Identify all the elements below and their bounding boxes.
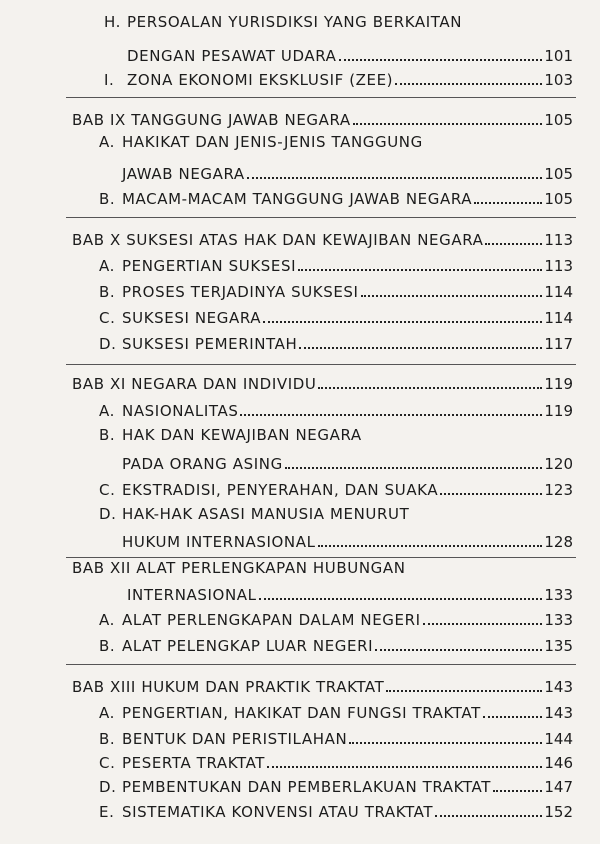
toc-entry-ix-a[interactable] <box>122 164 573 184</box>
toc-entry-xi-c[interactable] <box>99 480 573 500</box>
toc-title-cont: PADA ORANG ASING <box>122 455 283 473</box>
toc-title: ALAT PELENGKAP LUAR NEGERI <box>122 637 374 655</box>
toc-letter: A. <box>99 611 115 629</box>
section-divider <box>66 97 576 98</box>
toc-entry-xiii-d[interactable] <box>99 777 573 797</box>
toc-title-cont: HUKUM INTERNASIONAL <box>122 533 316 551</box>
toc-title: ZONA EKONOMI EKSKLUSIF (ZEE) <box>127 71 394 89</box>
toc-chapter-xii[interactable] <box>127 585 573 605</box>
toc-letter: C. <box>99 754 116 772</box>
toc-entry-xi-a[interactable] <box>99 401 573 421</box>
toc-letter: B. <box>99 190 116 208</box>
toc-entry-xiii-a[interactable] <box>99 703 573 723</box>
toc-title: SISTEMATIKA KONVENSI ATAU TRAKTAT <box>122 803 434 821</box>
section-divider <box>66 364 576 365</box>
toc-page-number: 135 <box>544 637 573 655</box>
toc-title: NASIONALITAS <box>122 402 239 420</box>
dot-leader <box>240 414 542 416</box>
dot-leader <box>435 815 542 817</box>
toc-entry-xii-b[interactable] <box>99 636 573 656</box>
dot-leader <box>263 321 542 323</box>
toc-chapter-xi[interactable] <box>72 374 573 394</box>
dot-leader <box>361 295 543 297</box>
toc-entry-xiii-e[interactable] <box>99 802 573 822</box>
dot-leader <box>440 493 542 495</box>
dot-leader <box>247 177 543 179</box>
toc-title: ALAT PERLENGKAPAN DALAM NEGERI <box>122 611 421 629</box>
toc-page-number: 146 <box>544 754 573 772</box>
toc-letter: A. <box>99 402 115 420</box>
dot-leader <box>483 716 543 718</box>
dot-leader <box>267 766 542 768</box>
toc-page-number: 123 <box>544 481 573 499</box>
toc-title: PENGERTIAN, HAKIKAT DAN FUNGSI TRAKTAT <box>122 704 481 722</box>
dot-leader <box>485 243 542 245</box>
dot-leader <box>375 649 542 651</box>
dot-leader <box>353 123 543 125</box>
toc-page-number: 114 <box>544 283 573 301</box>
toc-page-number: 114 <box>544 309 573 327</box>
toc-entry-ix-b[interactable] <box>99 189 573 209</box>
toc-page-number: 113 <box>544 231 573 249</box>
toc-letter: B. <box>99 637 116 655</box>
dot-leader <box>493 790 542 792</box>
toc-letter: D. <box>99 778 117 796</box>
chapter-title: BAB XIII HUKUM DAN PRAKTIK TRAKTAT <box>72 678 385 696</box>
toc-page-number: 119 <box>544 402 573 420</box>
toc-page-number: 133 <box>544 586 573 604</box>
toc-title: MACAM-MACAM TANGGUNG JAWAB NEGARA <box>122 190 473 208</box>
toc-chapter-xiii[interactable] <box>72 677 573 697</box>
chapter-title: BAB XII ALAT PERLENGKAPAN HUBUNGAN <box>72 559 406 577</box>
toc-title: HAKIKAT DAN JENIS-JENIS TANGGUNG <box>122 133 423 151</box>
toc-page-number: 144 <box>544 730 573 748</box>
toc-title-cont: DENGAN PESAWAT UDARA <box>127 47 337 65</box>
toc-page-number: 120 <box>544 455 573 473</box>
toc-chapter-x[interactable] <box>72 230 573 250</box>
toc-letter: I. <box>104 71 115 89</box>
toc-letter: D. <box>99 505 117 523</box>
toc-entry-h-line1 <box>104 12 462 32</box>
toc-entry-x-c[interactable] <box>99 308 573 328</box>
chapter-title: BAB XI NEGARA DAN INDIVIDU <box>72 375 317 393</box>
toc-title: PENGERTIAN SUKSESI <box>122 257 297 275</box>
toc-page-number: 105 <box>544 111 573 129</box>
dot-leader <box>318 545 543 547</box>
toc-letter: B. <box>99 730 116 748</box>
toc-letter: A. <box>99 704 115 722</box>
dot-leader <box>318 387 542 389</box>
toc-letter: A. <box>99 133 115 151</box>
dot-leader <box>474 202 542 204</box>
toc-title: HAK-HAK ASASI MANUSIA MENURUT <box>122 505 410 523</box>
dot-leader <box>423 623 543 625</box>
toc-page-number: 113 <box>544 257 573 275</box>
chapter-title: BAB X SUKSESI ATAS HAK DAN KEWAJIBAN NEGARA <box>72 231 484 249</box>
toc-page-number: 143 <box>544 704 573 722</box>
dot-leader <box>298 269 542 271</box>
toc-page-number: 133 <box>544 611 573 629</box>
toc-letter: C. <box>99 309 116 327</box>
toc-title: PESERTA TRAKTAT <box>122 754 266 772</box>
toc-entry-xii-a[interactable] <box>99 610 573 630</box>
dot-leader <box>349 742 542 744</box>
toc-letter: E. <box>99 803 115 821</box>
toc-entry-xi-d-line1 <box>99 504 409 524</box>
chapter-title: BAB IX TANGGUNG JAWAB NEGARA <box>72 111 351 129</box>
toc-entry-xi-b-line1 <box>99 425 362 445</box>
toc-page-number: 152 <box>544 803 573 821</box>
toc-chapter-xii-line1 <box>72 558 406 578</box>
toc-page-number: 103 <box>544 71 573 89</box>
toc-entry-xiii-c[interactable] <box>99 753 573 773</box>
toc-title: PERSOALAN YURISDIKSI YANG BERKAITAN <box>127 13 463 31</box>
toc-entry-i[interactable] <box>104 70 573 90</box>
dot-leader <box>259 598 543 600</box>
toc-letter: A. <box>99 257 115 275</box>
toc-page-number: 105 <box>544 190 573 208</box>
toc-entry-h[interactable] <box>127 46 573 66</box>
toc-page-number: 119 <box>544 375 573 393</box>
toc-title: PEMBENTUKAN DAN PEMBERLAKUAN TRAKTAT <box>122 778 492 796</box>
toc-entry-x-d[interactable] <box>99 334 573 354</box>
toc-entry-xiii-b[interactable] <box>99 729 573 749</box>
toc-entry-ix-a-line1 <box>99 132 423 152</box>
toc-title: SUKSESI PEMERINTAH <box>122 335 298 353</box>
toc-entry-x-b[interactable] <box>99 282 573 302</box>
toc-entry-xi-d[interactable] <box>122 532 573 552</box>
toc-page-number: 128 <box>544 533 573 551</box>
toc-page-number: 143 <box>544 678 573 696</box>
toc-entry-xi-b[interactable] <box>122 454 573 474</box>
toc-letter: B. <box>99 283 116 301</box>
dot-leader <box>299 347 542 349</box>
toc-letter: B. <box>99 426 116 444</box>
toc-page-number: 101 <box>544 47 573 65</box>
toc-letter: C. <box>99 481 116 499</box>
toc-title: SUKSESI NEGARA <box>122 309 262 327</box>
toc-title: PROSES TERJADINYA SUKSESI <box>122 283 359 301</box>
dot-leader <box>339 59 543 61</box>
dot-leader <box>285 467 543 469</box>
dot-leader <box>395 83 542 85</box>
chapter-title-cont: INTERNASIONAL <box>127 586 257 604</box>
section-divider <box>66 217 576 218</box>
toc-page-number: 117 <box>544 335 573 353</box>
toc-title: BENTUK DAN PERISTILAHAN <box>122 730 348 748</box>
toc-title-cont: JAWAB NEGARA <box>122 165 245 183</box>
section-divider <box>66 664 576 665</box>
dot-leader <box>386 690 542 692</box>
toc-title: HAK DAN KEWAJIBAN NEGARA <box>122 426 362 444</box>
toc-entry-x-a[interactable] <box>99 256 573 276</box>
toc-title: EKSTRADISI, PENYERAHAN, DAN SUAKA <box>122 481 439 499</box>
toc-letter: D. <box>99 335 117 353</box>
toc-page-number: 105 <box>544 165 573 183</box>
toc-page-number: 147 <box>544 778 573 796</box>
toc-letter: H. <box>104 13 121 31</box>
toc-chapter-ix[interactable] <box>72 110 573 130</box>
